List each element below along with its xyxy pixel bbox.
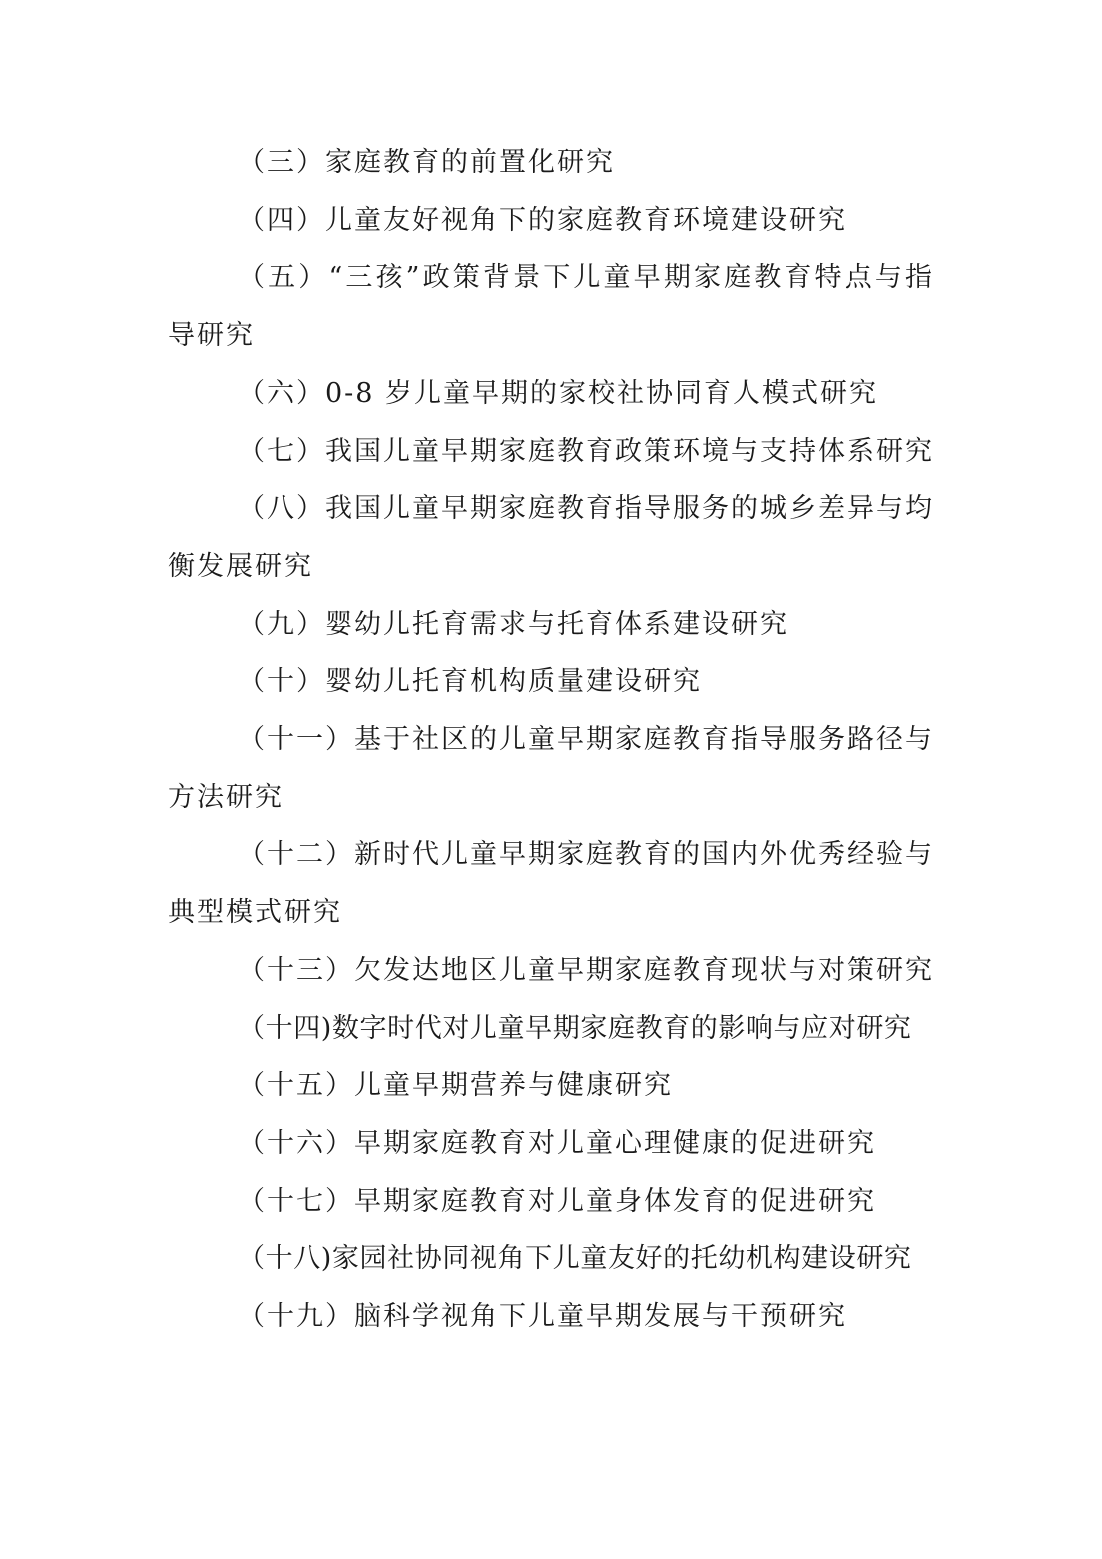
- list-item: （十八)家园社协同视角下儿童友好的托幼机构建设研究: [238, 1243, 912, 1275]
- list-item: （七）我国儿童早期家庭教育政策环境与支持体系研究: [238, 435, 934, 467]
- list-item: （八）我国儿童早期家庭教育指导服务的城乡差异与均衡发展研究: [168, 493, 934, 582]
- list-item: （五）“三孩”政策背景下儿童早期家庭教育特点与指导研究: [168, 262, 934, 352]
- list-item: （十）婴幼儿托育机构质量建设研究: [238, 666, 702, 698]
- research-topic-list: [168, 134, 934, 1346]
- list-item: （十五）儿童早期营养与健康研究: [238, 1070, 673, 1102]
- list-item: （三）家庭教育的前置化研究: [238, 147, 615, 178]
- list-item: （四）儿童友好视角下的家庭教育环境建设研究: [238, 204, 847, 236]
- list-item: （十六）早期家庭教育对儿童心理健康的促进研究: [238, 1127, 876, 1159]
- list-item: （十三）欠发达地区儿童早期家庭教育现状与对策研究: [238, 954, 934, 986]
- list-item: （十一）基于社区的儿童早期家庭教育指导服务路径与方法研究: [168, 724, 934, 813]
- list-item: （六）0-8 岁儿童早期的家校社协同育人模式研究: [238, 377, 879, 409]
- list-item: （十九）脑科学视角下儿童早期发展与干预研究: [238, 1301, 847, 1333]
- list-item: （十二）新时代儿童早期家庭教育的国内外优秀经验与典型模式研究: [168, 839, 934, 929]
- list-item: （十七）早期家庭教育对儿童身体发育的促进研究: [238, 1185, 876, 1217]
- list-item: （十四)数字时代对儿童早期家庭教育的影响与应对研究: [238, 1012, 912, 1044]
- list-item: （九）婴幼儿托育需求与托育体系建设研究: [238, 608, 789, 640]
